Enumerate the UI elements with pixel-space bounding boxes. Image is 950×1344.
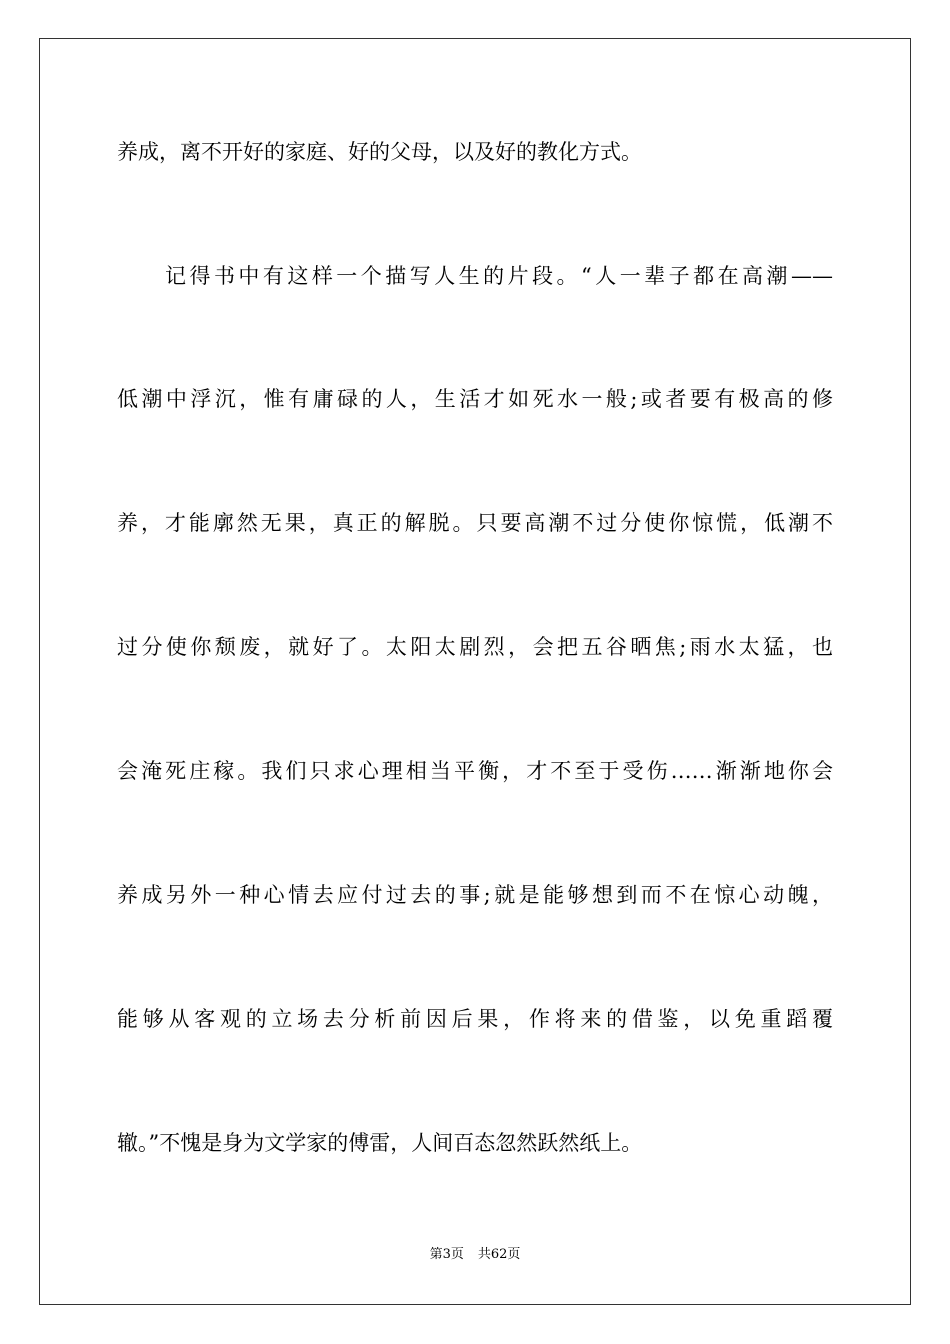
total-pages: 共62页 — [477, 1247, 521, 1262]
page-footer — [0, 1246, 950, 1264]
text-line-7: 养成另外一种心情去应付过去的事;就是能够想到而不在惊心动魄， — [117, 883, 833, 907]
page-border — [39, 38, 911, 1305]
page-number: 第3页 — [429, 1247, 464, 1262]
text-line-1: 养成，离不开好的家庭、好的父母，以及好的教化方式。 — [117, 140, 642, 164]
text-line-9: 辙。”不愧是身为文学家的傅雷，人间百态忽然跃然纸上。 — [117, 1131, 643, 1155]
text-line-4: 养，才能廓然无果，真正的解脱。只要高潮不过分使你惊慌，低潮不 — [117, 511, 833, 535]
text-line-2: 记得书中有这样一个描写人生的片段。“人一辈子都在高潮—— — [165, 264, 833, 288]
text-line-3: 低潮中浮沉，惟有庸碌的人，生活才如死水一般;或者要有极高的修 — [117, 387, 833, 411]
text-line-8: 能够从客观的立场去分析前因后果，作将来的借鉴，以免重蹈覆 — [117, 1007, 833, 1031]
text-line-6: 会淹死庄稼。我们只求心理相当平衡，才不至于受伤……渐渐地你会 — [117, 759, 833, 783]
text-line-5: 过分使你颓废，就好了。太阳太剧烈，会把五谷晒焦;雨水太猛，也 — [117, 635, 833, 659]
